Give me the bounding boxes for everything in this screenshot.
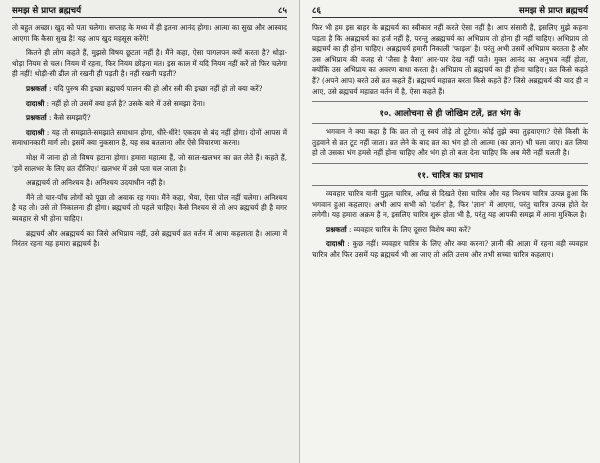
- left-para-3-text: मोक्ष में जाना हो तो विषय हटाना होगा। हमारा महात्मा हैं, जो साल-खलभर का व्रत लेते हैं। कहते हैं, 'हमें सालभर के लिए व्रत दीजिए।' खलभर में उसे पता चल जाता है।: [12, 152, 287, 173]
- right-header-title: समझ से प्राप्त ब्रह्मचर्य: [518, 6, 588, 16]
- left-qa-3-text: : कैसे समझाएँ?: [48, 113, 91, 123]
- section-divider-2: [312, 123, 588, 124]
- left-para-5: [12, 193, 287, 225]
- left-para-4-text: अब्रह्मचर्य तो अनिश्चय है। अनिश्चय उदयाधीन नहीं है।: [26, 178, 166, 188]
- section-divider-4: [312, 185, 588, 186]
- left-para-4: [12, 178, 287, 189]
- right-para-2: [312, 127, 588, 159]
- right-qa-2: [312, 239, 588, 260]
- left-header-title: समझ से प्राप्त ब्रह्मचर्य: [12, 6, 82, 16]
- right-para-3: [312, 189, 588, 221]
- left-qa-1: [12, 84, 287, 95]
- left-para-5-text: मैंने तो चार-पाँच लोगों को पूछा तो अवाक रह गया। मैंने कहा, भैया, ऐसा पोल नहीं चलेगा। अनिश्चय है यह तो। उसे तो निकालना ही होगा। ब्रह्मचर्य तो पहले चाहिए। कैसे निश्चय से तो अप ब्रह्मचर्य ही है मगर ब्यवहार से भी होना चाहिए।: [12, 192, 287, 223]
- left-qa-3-speaker: प्रश्नकर्ता: [26, 113, 47, 123]
- left-para-6: [12, 229, 287, 250]
- right-page: [300, 0, 600, 463]
- left-qa-2-speaker: दादाश्री: [26, 98, 45, 108]
- section-title-10: १०. आलोचना से ही जोखिम टलें, व्रत भंग के: [379, 109, 521, 120]
- section-title-11: ११. चारित्र का प्रभाव: [417, 170, 483, 181]
- right-qa-2-speaker: दादाश्री: [326, 239, 345, 249]
- left-para-3: [12, 153, 287, 174]
- left-para-1-text: तो बहुत अच्छा। खुद को पता चलेगा। सप्ताह के मध्य में ही इतना आनंद होगा। आत्मा का सुख और आस्वाद आएगा कि कैसा सुख है! यह आप खुद महसूस करेंगे!: [12, 23, 287, 43]
- right-qa-1-speaker: प्रश्नकर्ता: [326, 224, 347, 234]
- left-qa-2: [12, 99, 287, 110]
- left-para-1: [12, 23, 287, 44]
- left-qa-4: [12, 128, 287, 149]
- right-para-3-text: व्यवहार चारित्र यानी पुद्गल चारित्र, आँख से दिखते ऐसा चारित्र और यह निश्चय चारित्र उत्पन्न हुआ कि भगवान हुआ कहलाए। अभी आप सभी को 'दर्शन' है, फिर 'ज्ञान' में आएगा, परंतु चारित्र उत्पन्न होते देर लगेगी। यह हमारा अक्रम है न, इसलिए चारित्र शुरू होता भी है, परंतु यह आपकी समझ में आना मुश्किल है।: [312, 188, 588, 220]
- right-running-head: [312, 4, 588, 18]
- left-qa-1-text: : यदि पुरुष की इच्छा ब्रह्मचर्य पालन की हो और स्त्री की इच्छा नहीं हो तो क्या करें?: [48, 83, 263, 93]
- left-para-2-text: कितने ही लोग कहते हैं, मुझसे विषय छूटता नहीं है। मैंने कहा, ऐसा पागलपन क्यों करता है? थोड़ा-थोड़ा नियम से चल। नियम में रहना, फिर नियम छोड़ना मत। इस काल में यदि नियम नहीं करें तो फिर चलेगा ही नहीं! थोड़ी-सी ढील तो रखनी ही पड़ती है। नहीं रखनी पड़ती?: [12, 48, 287, 79]
- right-page-number: ८६: [312, 6, 321, 16]
- left-qa-4-text: : यह तो समझाते-समझाते समाधान होगा, धीरे-धीरे! एकदम से बंद नहीं होगा। दोनों आपस में समाधानकारी मार्ग लो। इसमें क्या नुकसान है, यह सब बतलाना और ऐसे विचारणा करना।: [12, 127, 287, 148]
- right-qa-1-text: : व्यवहार चारित्र के लिए दूसरा विशेष क्या करें?: [348, 224, 471, 234]
- right-qa-1: [312, 225, 588, 236]
- left-qa-3: [12, 113, 287, 124]
- left-running-head: [12, 4, 287, 18]
- left-qa-4-speaker: दादाश्री: [26, 127, 45, 137]
- right-para-2-text: भगवान ने क्या कहा है कि व्रत तो तू स्वयं तोड़े तो टूटेगा। कोई तुझे क्या तुड़वाएगा? ऐसे किसी के तुड़वाने से व्रत टूट नहीं जाता। व्रत लेने के बाद व्रत का भंग हो तो आत्मा (का ज्ञान) भी चला जाए। व्रत लिया हो तो उसका भंग हमसे नहीं होना चाहिए और भंग हो तो बता देना चाहिए कि अब मेरी नहीं चलती है।: [312, 127, 588, 158]
- section-divider-3: [312, 163, 588, 164]
- right-para-1-text: फिर भी हम इस बाहर के ब्रह्मचर्य का स्वीकार नहीं करते ऐसा नहीं है। आप संसारी हैं, इसलिए मुझे कहना पड़ता है कि अब्रह्मचर्य का हर्ज नहीं है, परन्तु अब्रह्मचर्य का अभिप्राय तो होना ही नहीं चाहिए। अभिप्राय तो ब्रह्मचर्य का ही होना चाहिए। अब्रह्मचर्य हमारी निकाली 'फाइल' है। परंतु अभी उसमें अभिप्राय बरतता है और उस अभिप्राय की वजह से 'जैसा है वैसा' आर-पार देख नहीं पाते। मुक्त आनंद का अनुभव नहीं होता, क्योंकि उस अभिप्राय का अवरण बाधा करता है। अभिप्राय तो ब्रह्मचर्य का ही होना चाहिए। व्रत किसे कहते हैं? (अपने आप) बरते उसे व्रत कहते हैं। ब्रह्मचर्य महाव्रत बरता किसे कहते हैं? जिसे अब्रह्मचर्य की याद ही न आए, उसे ब्रह्मचर्य महाव्रत वर्तन में है, ऐसा कहते हैं।: [312, 23, 588, 96]
- left-qa-1-speaker: प्रश्नकर्ता: [26, 83, 47, 93]
- left-page-number: ८५: [278, 6, 287, 16]
- section-divider-1: [312, 101, 588, 102]
- left-qa-2-text: : नहीं हो तो उसमें क्या हर्ज है? उसके बारे में उसे समझा देना।: [46, 98, 205, 108]
- right-qa-2-text: : कुछ नहीं। व्यवहार चारित्र के लिए और क्या करना? ज्ञानी की आज्ञा में रहना वही व्यवहार चारित्र और फिर उसमें यह ब्रह्मचर्य भी आ जाए तो अति उत्तम और तभी सच्चा चारित्र कहलाए।: [312, 239, 588, 259]
- left-para-6-text: ब्रह्मचर्य और अब्रह्मचर्य का जिसे अभिप्राय नहीं, उसे ब्रह्मचर्य व्रत वर्तन में आया कहलाता है। आत्मा में निरंतर रहना यह हमारा ब्रह्मचर्य है।: [12, 228, 287, 249]
- right-para-1: [312, 23, 588, 97]
- left-para-2: [12, 48, 287, 80]
